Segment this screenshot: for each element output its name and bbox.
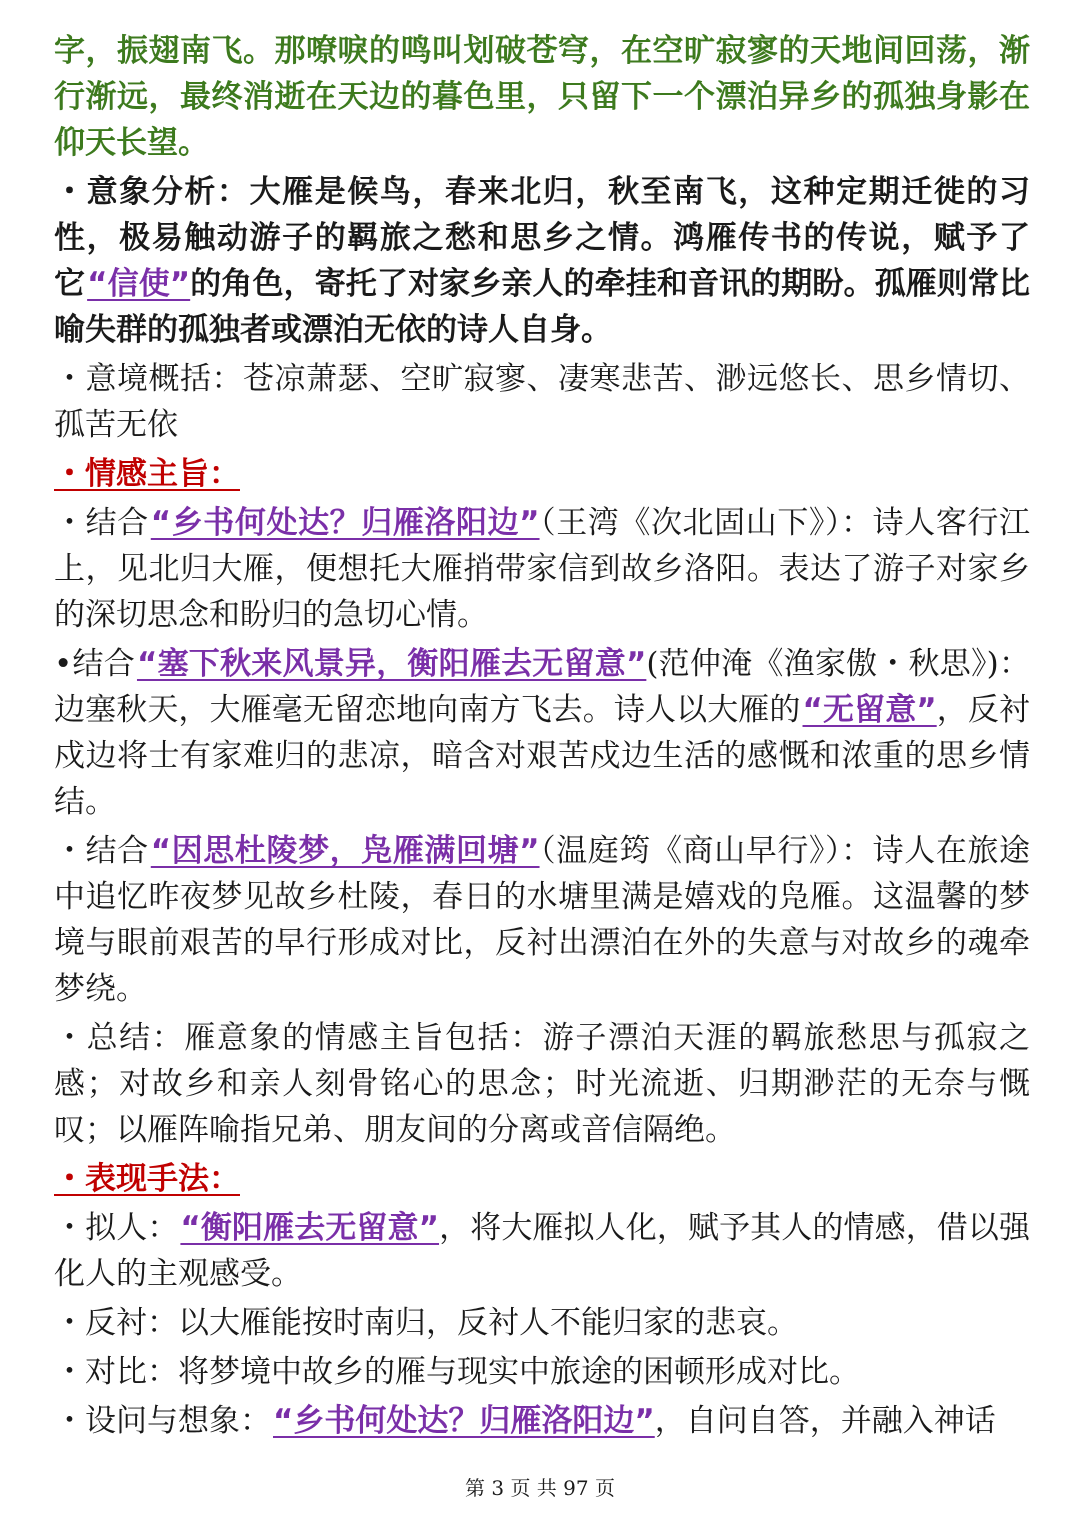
emotion-section-heading: ・情感主旨：: [54, 456, 240, 492]
imagery-analysis-paragraph: [54, 169, 1030, 353]
emotion-item-2-quote: “塞下秋来风景异，衡阳雁去无留意”: [136, 646, 647, 682]
emotion-item-1-prefix: ・结合: [54, 505, 149, 541]
emotion-item-3-quote: “因思杜陵梦，凫雁满回塘”: [150, 833, 540, 869]
technique-item-comparison: ・对比：将梦境中故乡的雁与现实中旅途的困顿形成对比。: [54, 1354, 860, 1390]
technique-item-contrast-foil: ・反衬：以大雁能按时南归，反衬人不能归家的悲哀。: [54, 1305, 798, 1341]
mood-summary-paragraph: ・意境概括：苍凉萧瑟、空旷寂寥、凄寒悲苦、渺远悠长、思乡情切、孤苦无依: [54, 361, 1030, 443]
technique-item-4-prefix: ・设问与想象：: [54, 1403, 271, 1439]
emotion-item-1-quote: “乡书何处达？归雁洛阳边”: [150, 505, 540, 541]
technique-item-4-text: ，自问自答，并融入神话: [654, 1403, 996, 1439]
emotion-summary: ・总结：雁意象的情感主旨包括：游子漂泊天涯的羁旅愁思与孤寂之感；对故乡和亲人刻骨铭心的思念；时光流逝、归期渺茫的无奈与慨叹；以雁阵喻指兄弟、朋友间的分离或音信隔绝。: [54, 1020, 1030, 1148]
emotion-item-2-text-1: (范仲淹《渔家傲・秋思》)：边塞秋天，大雁毫无留恋地向南方飞去。诗人以大雁的: [54, 646, 1030, 728]
emotion-item-2: [54, 641, 1030, 825]
emotion-section-heading-line: [54, 451, 1030, 497]
technique-item-4-quote: “乡书何处达？归雁洛阳边”: [273, 1403, 655, 1439]
emotion-item-1: [54, 500, 1030, 638]
imagery-analysis-text-after: 的角色，寄托了对家乡亲人的牵挂和音讯的期盼。孤雁则常比喻失群的孤独者或漂泊无依的诗人自身。: [54, 266, 1030, 348]
imagery-analysis-quote: “信使”: [87, 266, 191, 302]
technique-section-heading: ・表现手法：: [54, 1161, 240, 1197]
technique-item-personification: [54, 1205, 1030, 1297]
technique-section-heading-line: [54, 1156, 1030, 1202]
technique-item-1-quote: “衡阳雁去无留意”: [180, 1210, 440, 1246]
emotion-item-3-text: （温庭筠《商山早行》）：诗人在旅途中追忆昨夜梦见故乡杜陵，春日的水塘里满是嬉戏的凫雁。这温馨的梦境与眼前艰苦的早行形成对比，反衬出漂泊在外的失意与对故乡的魂牵梦绕。: [54, 833, 1031, 1007]
intro-paragraph: 字，振翅南飞。那嘹唳的鸣叫划破苍穹，在空旷寂寥的天地间回荡，渐行渐远，最终消逝在天边的暮色里，只留下一个漂泊异乡的孤独身影在仰天长望。: [54, 33, 1030, 161]
emotion-item-3: [54, 828, 1030, 1012]
emotion-item-3-prefix: ・结合: [54, 833, 149, 869]
technique-item-rhetorical-question: [54, 1398, 1030, 1444]
emotion-item-2-quote-2: “无留意”: [802, 692, 937, 728]
emotion-item-1-text: （王湾《次北固山下》）：诗人客行江上，见北归大雁，便想托大雁捎带家信到故乡洛阳。表达了游子对家乡的深切思念和盼归的急切心情。: [54, 505, 1031, 633]
imagery-analysis-text-before: ・意象分析：大雁是候鸟，春来北归，秋至南飞，这种定期迁徙的习性，极易触动游子的羁旅之愁和思乡之情。鸿雁传书的传说，赋予了它: [54, 174, 1030, 302]
page-number-footer: 第 3 页 共 97 页: [465, 1476, 615, 1500]
emotion-item-2-prefix: •结合: [54, 646, 135, 682]
document-page: [54, 28, 1030, 1444]
technique-item-1-text: ，将大雁拟人化，赋予其人的情感，借以强化人的主观感受。: [54, 1210, 1031, 1292]
technique-item-1-prefix: ・拟人：: [54, 1210, 179, 1246]
emotion-item-2-text-2: ，反衬戍边将士有家难归的悲凉，暗含对艰苦戍边生活的感慨和浓重的思乡情结。: [54, 692, 1031, 820]
